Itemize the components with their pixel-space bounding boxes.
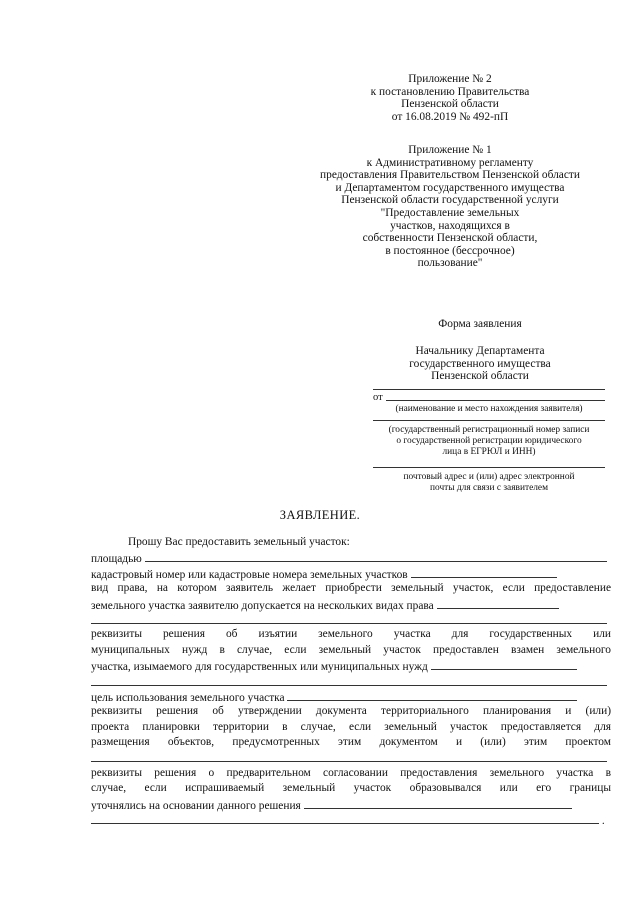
form-label (380, 318, 580, 331)
applicant-reg-hint-line: (государственный регистрационный номер записи (388, 425, 590, 435)
annex-1-line: пользование" (417, 257, 483, 270)
form-label-text: Форма заявления (438, 318, 522, 330)
prelim-label: уточнялись на основании данного решения (91, 799, 301, 812)
prelim-field[interactable] (304, 797, 572, 809)
plan-row-3: размещения объектов, предусмотренных этим документом и (или) этим проектом (91, 736, 611, 749)
right-type-row-1: вид права, на котором заявитель желает приобрести земельный участок, если предоставление (91, 582, 611, 595)
right-type-field[interactable] (437, 597, 559, 609)
annex-1-title: Приложение № 1 (408, 144, 492, 156)
plan-extra-line (91, 750, 611, 765)
statement-title: ЗАЯВЛЕНИЕ. (279, 508, 361, 522)
applicant-address-hint-line: почтовый адрес и (или) адрес электронной (403, 472, 575, 482)
annex-2-line: к постановлению Правительства (370, 85, 530, 98)
annex-1-line: собственности Пензенской области, (362, 232, 538, 245)
applicant-name-hint: (наименование и место нахождения заявителя) (395, 404, 583, 414)
purpose-row (91, 689, 611, 704)
annex-1-line: Пензенской области государственной услуги (341, 194, 559, 207)
applicant-reg-field[interactable] (373, 420, 605, 421)
annex-2-title: Приложение № 2 (408, 73, 492, 85)
area-label: площадью (91, 553, 142, 566)
annex-2-header (320, 73, 580, 123)
addressee (350, 345, 610, 383)
area-field[interactable] (145, 550, 607, 562)
prelim-row-1: реквизиты решения о предварительном согласовании предоставления земельного участка в (91, 766, 611, 779)
applicant-address-field[interactable] (373, 467, 605, 468)
plan-row-2: проекта планировки территории в случае, если земельный участок предоставляется для (91, 720, 611, 733)
cadastral-field[interactable] (411, 566, 557, 578)
annex-2-line: Пензенской области (401, 98, 499, 111)
statement-body (91, 535, 611, 827)
applicant-top-line (373, 389, 605, 390)
plan-row-1: реквизиты решения об утверждении документа территориального планирования и (или) (91, 705, 611, 718)
right-type-row-2 (91, 597, 611, 612)
annex-1-line: "Предоставление земельных (380, 206, 520, 219)
annex-1-line: к Административному регламенту (366, 156, 534, 169)
area-row (91, 550, 611, 565)
addressee-line: государственного имущества (409, 357, 551, 370)
seizure-label: участка, изымаемого для государственных или муниципальных нужд (91, 661, 428, 674)
annex-1-line: предоставления Правительством Пензенской области (320, 169, 580, 182)
from-label: от (373, 392, 383, 403)
applicant-reg-hint-line: о государственной регистрации юридического (396, 436, 582, 446)
seizure-row-2: муниципальных нужд в случае, если земельный участок предоставлен взамен земельного (91, 643, 611, 656)
seizure-row-1: реквизиты решения об изъятии земельного участка для государственных или (91, 628, 611, 641)
applicant-address-hint-line: почты для связи с заявителем (429, 483, 548, 493)
purpose-field[interactable] (287, 689, 577, 701)
right-type-extra-line (91, 612, 611, 627)
applicant-reg-hint-line: лица в ЕГРЮЛ и ИНН) (442, 447, 536, 457)
prelim-extra-line (91, 812, 611, 827)
right-type-label: земельного участка заявителю допускается на нескольких видах права (91, 599, 434, 612)
seizure-field[interactable] (431, 658, 577, 670)
seizure-extra-line (91, 674, 611, 689)
prelim-extra-field[interactable] (91, 812, 599, 824)
end-mark: . (601, 815, 605, 828)
addressee-line: Пензенской области (431, 370, 529, 383)
purpose-label: цель использования земельного участка (91, 691, 285, 704)
right-type-extra-field[interactable] (91, 612, 607, 624)
annex-1-line: и Департаментом государственного имущества (335, 181, 565, 194)
seizure-row-3 (91, 658, 611, 673)
annex-2-date: от 16.08.2019 № 492-пП (391, 110, 509, 123)
addressee-line: Начальнику Департамента (415, 345, 545, 357)
annex-1-line: участков, находящихся в (390, 219, 510, 232)
annex-1-line: в постоянное (бессрочное) (385, 244, 515, 257)
applicant-address-hint (365, 472, 613, 494)
intro-text: Прошу Вас предоставить земельный участок: (128, 536, 350, 548)
intro-line (91, 535, 611, 550)
applicant-name-field[interactable] (386, 400, 605, 401)
prelim-row-3 (91, 797, 611, 812)
cadastral-row (91, 566, 611, 581)
cadastral-label: кадастровый номер или кадастровые номера земельных участков (91, 568, 408, 581)
annex-1-header (290, 144, 610, 270)
prelim-row-2: случае, если испрашиваемый земельный участок образовывался или его границы (91, 782, 611, 795)
applicant-reg-hint (365, 425, 613, 458)
plan-extra-field[interactable] (91, 750, 607, 762)
seizure-extra-field[interactable] (91, 674, 607, 686)
